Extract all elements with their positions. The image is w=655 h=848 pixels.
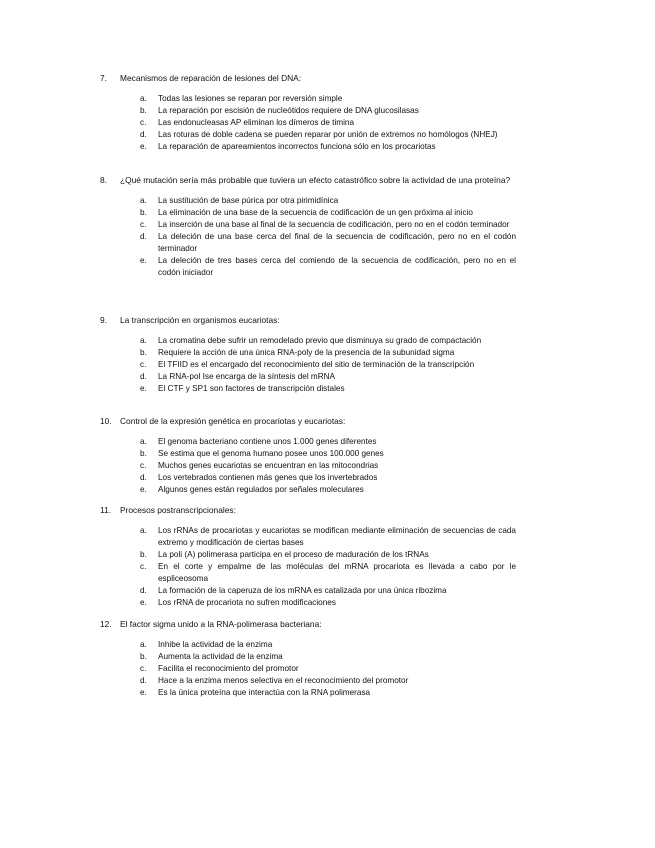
option-letter: c. bbox=[140, 461, 147, 471]
question-11 bbox=[100, 504, 518, 609]
option-letter: e. bbox=[140, 141, 147, 151]
option-letter: d. bbox=[140, 585, 147, 595]
option-a bbox=[140, 195, 516, 207]
question-9 bbox=[100, 314, 518, 395]
option-a bbox=[140, 335, 516, 347]
option-e bbox=[140, 255, 516, 279]
option-letter: a. bbox=[140, 94, 147, 104]
option-e bbox=[140, 597, 516, 609]
question-text: El factor sigma unido a la RNA-polimerasa bacteriana: bbox=[120, 619, 322, 629]
option-b bbox=[140, 448, 516, 460]
option-d bbox=[140, 231, 516, 255]
option-text: La inserción de una base al final de la secuencia de codificación, pero no en el codón terminador bbox=[158, 220, 510, 230]
option-letter: e. bbox=[140, 687, 147, 697]
question-number: 10. bbox=[100, 416, 112, 426]
question-12 bbox=[100, 618, 518, 699]
option-letter: a. bbox=[140, 640, 147, 650]
option-b bbox=[140, 549, 516, 561]
option-text: Algunos genes están regulados por señales moleculares bbox=[158, 484, 364, 494]
option-d bbox=[140, 585, 516, 597]
option-b bbox=[140, 207, 516, 219]
option-text: El TFIID es el encargado del reconocimiento del sitio de terminación de la transcripción bbox=[158, 360, 475, 370]
option-text: Facilita el reconocimiento del promotor bbox=[158, 664, 299, 674]
option-letter: e. bbox=[140, 255, 147, 265]
option-letter: b. bbox=[140, 348, 147, 358]
option-text: La deleción de una base cerca del final de la secuencia de codificación, pero no en el codón terminador bbox=[158, 231, 516, 253]
option-d bbox=[140, 472, 516, 484]
option-letter: b. bbox=[140, 652, 147, 662]
option-text: Inhibe la actividad de la enzima bbox=[158, 640, 273, 650]
question-text: Procesos postranscripcionales: bbox=[120, 505, 236, 515]
option-text: La formación de la caperuza de los mRNA es catalizada por una única ribozima bbox=[158, 585, 447, 595]
option-text: El genoma bacteriano contiene unos 1.000 genes diferentes bbox=[158, 437, 377, 447]
question-number: 12. bbox=[100, 619, 112, 629]
option-e bbox=[140, 484, 516, 496]
option-text: La reparación de apareamientos incorrectos funciona sólo en los procariotas bbox=[158, 141, 436, 151]
option-letter: b. bbox=[140, 550, 147, 560]
option-text: Las endonucleasas AP eliminan los dímeros de timina bbox=[158, 118, 355, 128]
option-a bbox=[140, 93, 516, 105]
option-text: Hace a la enzima menos selectiva en el reconocimiento del promotor bbox=[158, 675, 409, 685]
option-a bbox=[140, 436, 516, 448]
option-letter: a. bbox=[140, 336, 147, 346]
option-b bbox=[140, 347, 516, 359]
question-text: Mecanismos de reparación de lesiones del DNA: bbox=[120, 73, 302, 83]
option-letter: e. bbox=[140, 383, 147, 393]
option-c bbox=[140, 359, 516, 371]
question-number: 7. bbox=[100, 73, 107, 83]
option-c bbox=[140, 561, 516, 585]
option-a bbox=[140, 525, 516, 549]
question-text: ¿Qué mutación sería más probable que tuviera un efecto catastrófico sobre la actividad de una proteína? bbox=[120, 175, 511, 185]
option-text: La sustitución de base púrica por otra pirimidínica bbox=[158, 196, 339, 206]
option-letter: e. bbox=[140, 484, 147, 494]
option-c bbox=[140, 219, 516, 231]
question-number: 9. bbox=[100, 315, 107, 325]
option-text: Es la única proteína que interactúa con la RNA polimerasa bbox=[158, 687, 371, 697]
option-letter: a. bbox=[140, 437, 147, 447]
option-text: Todas las lesiones se reparan por reversión simple bbox=[158, 94, 343, 104]
option-text: Los vertebrados contienen más genes que los invertebrados bbox=[158, 472, 378, 482]
option-text: Requiere la acción de una única RNA-poly de la presencia de la subunidad sigma bbox=[158, 348, 455, 358]
option-text: Los rRNAs de procariotas y eucariotas se modifican mediante eliminación de secuencias de cada extremo y modificación de ciertas bases bbox=[158, 526, 516, 548]
question-text: Control de la expresión genética en procariotas y eucariotas: bbox=[120, 416, 346, 426]
option-letter: c. bbox=[140, 664, 147, 674]
option-text: Muchos genes eucariotas se encuentran en las mitocondrias bbox=[158, 461, 379, 471]
question-10 bbox=[100, 415, 518, 496]
option-letter: d. bbox=[140, 129, 147, 139]
option-letter: c. bbox=[140, 561, 147, 571]
option-text: Los rRNA de procariota no sufren modificaciones bbox=[158, 597, 336, 607]
option-a bbox=[140, 639, 516, 651]
options-list bbox=[140, 525, 516, 608]
option-e bbox=[140, 687, 516, 699]
option-letter: d. bbox=[140, 472, 147, 482]
option-text: En el corte y empalme de las moléculas del mRNA procariota es llevada a cabo por le espliceosoma bbox=[158, 561, 516, 583]
option-letter: e. bbox=[140, 597, 147, 607]
option-letter: b. bbox=[140, 208, 147, 218]
option-c bbox=[140, 117, 516, 129]
option-text: La poli (A) polimerasa participa en el proceso de maduración de los tRNAs bbox=[158, 550, 429, 560]
option-text: El CTF y SP1 son factores de transcripción distales bbox=[158, 383, 345, 393]
options-list bbox=[140, 93, 516, 153]
option-text: La deleción de tres bases cerca del comiendo de la secuencia de codificación, pero no en el codón iniciador bbox=[158, 255, 516, 277]
option-letter: c. bbox=[140, 220, 147, 230]
option-letter: b. bbox=[140, 106, 147, 116]
question-8 bbox=[100, 174, 518, 279]
option-letter: a. bbox=[140, 526, 147, 536]
option-letter: b. bbox=[140, 449, 147, 459]
option-d bbox=[140, 675, 516, 687]
option-letter: c. bbox=[140, 118, 147, 128]
option-d bbox=[140, 129, 516, 141]
option-letter: d. bbox=[140, 231, 147, 241]
option-letter: c. bbox=[140, 360, 147, 370]
option-text: Aumenta la actividad de la enzima bbox=[158, 652, 283, 662]
question-text: La transcripción en organismos eucariotas: bbox=[120, 315, 280, 325]
question-number: 11. bbox=[100, 505, 112, 515]
option-text: La eliminación de una base de la secuencia de codificación de un gen próxima al inicio bbox=[158, 208, 473, 218]
option-e bbox=[140, 141, 516, 153]
option-text: Las roturas de doble cadena se pueden reparar por unión de extremos no homólogos (NHEJ) bbox=[158, 129, 498, 139]
option-text: La RNA-pol Ise encarga de la síntesis del mRNA bbox=[158, 371, 336, 381]
option-c bbox=[140, 460, 516, 472]
option-b bbox=[140, 651, 516, 663]
option-text: La cromatina debe sufrir un remodelado previo que disminuya su grado de compactación bbox=[158, 336, 482, 346]
options-list bbox=[140, 436, 516, 496]
question-7 bbox=[100, 72, 518, 153]
option-text: Se estima que el genoma humano posee unos 100.000 genes bbox=[158, 449, 384, 459]
option-d bbox=[140, 371, 516, 383]
options-list bbox=[140, 335, 516, 395]
option-letter: a. bbox=[140, 196, 147, 206]
option-c bbox=[140, 663, 516, 675]
options-list bbox=[140, 195, 516, 278]
option-letter: d. bbox=[140, 675, 147, 685]
option-text: La reparación por escisión de nucleótidos requiere de DNA glucosilasas bbox=[158, 106, 419, 116]
option-e bbox=[140, 383, 516, 395]
option-letter: d. bbox=[140, 371, 147, 381]
option-b bbox=[140, 105, 516, 117]
options-list bbox=[140, 639, 516, 699]
question-number: 8. bbox=[100, 175, 107, 185]
